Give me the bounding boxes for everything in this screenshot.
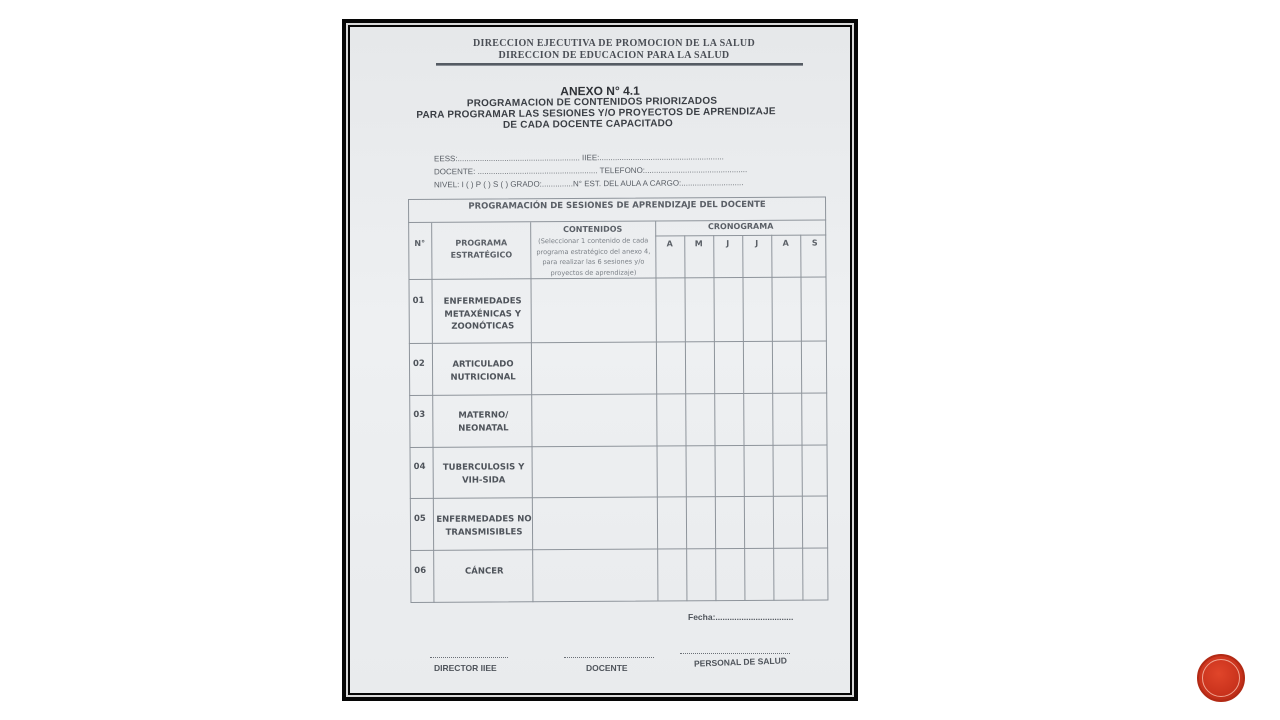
row-program: MATERNO/ NEONATAL bbox=[458, 410, 509, 434]
row-program: CÁNCER bbox=[464, 566, 504, 577]
month-header: A bbox=[666, 239, 673, 249]
header-line-2: DIRECCION DE EDUCACION PARA LA SALUD bbox=[498, 50, 730, 61]
document-photo-frame bbox=[342, 19, 858, 701]
row-number: 04 bbox=[413, 461, 426, 472]
annex-line-3: DE CADA DOCENTE CAPACITADO bbox=[502, 118, 674, 131]
column-header-contents: CONTENIDOS bbox=[563, 224, 623, 235]
header-line-1: DIRECCION EJECUTIVA DE PROMOCION DE LA SALUD bbox=[473, 38, 755, 49]
annex-line-1: PROGRAMACION DE CONTENIDOS PRIORIZADOS bbox=[466, 95, 718, 110]
row-number: 03 bbox=[413, 409, 426, 420]
frame-inner-line bbox=[346, 23, 854, 697]
signature-director: DIRECTOR IIEE bbox=[434, 663, 497, 673]
row-number: 01 bbox=[412, 295, 425, 306]
row-program: ENFERMEDADES NO TRANSMISIBLES bbox=[436, 514, 532, 538]
annex-line-2: PARA PROGRAMAR LAS SESIONES Y/O PROYECTOS DE APRENDIZAJE bbox=[416, 106, 776, 121]
table-caption: PROGRAMACIÓN DE SESIONES DE APRENDIZAJE DEL DOCENTE bbox=[408, 196, 826, 223]
column-header-program: PROGRAMA ESTRATÉGICO bbox=[450, 238, 513, 260]
field-nivel-grado: NIVEL: I ( ) P ( ) S ( ) GRADO:..............N° EST. DEL AULA A CARGO:............................ bbox=[433, 178, 744, 190]
month-header: J bbox=[755, 238, 759, 248]
contents-instructions: (Seleccionar 1 contenido de cada programa estratégico del anexo 4, para realizar las 6 sesiones y/o proyectos de aprendizaje) bbox=[536, 236, 651, 277]
month-header: M bbox=[694, 239, 703, 249]
month-header: J bbox=[726, 239, 730, 249]
column-header-schedule: CRONOGRAMA bbox=[707, 221, 774, 232]
month-header: S bbox=[811, 238, 818, 248]
signature-teacher: DOCENTE bbox=[586, 663, 628, 673]
row-program: ENFERMEDADES METAXÉNICAS Y ZOONÓTICAS bbox=[443, 296, 522, 332]
field-eess-iiee: EESS:....................................................... IIEE:........................................................ bbox=[433, 152, 724, 164]
date-field: Fecha:................................. bbox=[688, 612, 794, 622]
next-slide-button[interactable] bbox=[1197, 654, 1245, 702]
signature-health-staff: PERSONAL DE SALUD bbox=[693, 655, 788, 669]
row-program: TUBERCULOSIS Y VIH-SIDA bbox=[442, 462, 525, 486]
annex-title: ANEXO N° 4.1 bbox=[560, 83, 640, 99]
row-number: 06 bbox=[414, 565, 427, 576]
row-number: 05 bbox=[413, 513, 426, 524]
month-header: A bbox=[782, 238, 789, 248]
row-number: 02 bbox=[412, 358, 425, 369]
row-program: ARTICULADO NUTRICIONAL bbox=[450, 359, 516, 383]
field-docente-telefono: DOCENTE: ...................................................... TELEFONO:.............................................. bbox=[433, 165, 748, 177]
column-header-number: N° bbox=[414, 238, 426, 248]
